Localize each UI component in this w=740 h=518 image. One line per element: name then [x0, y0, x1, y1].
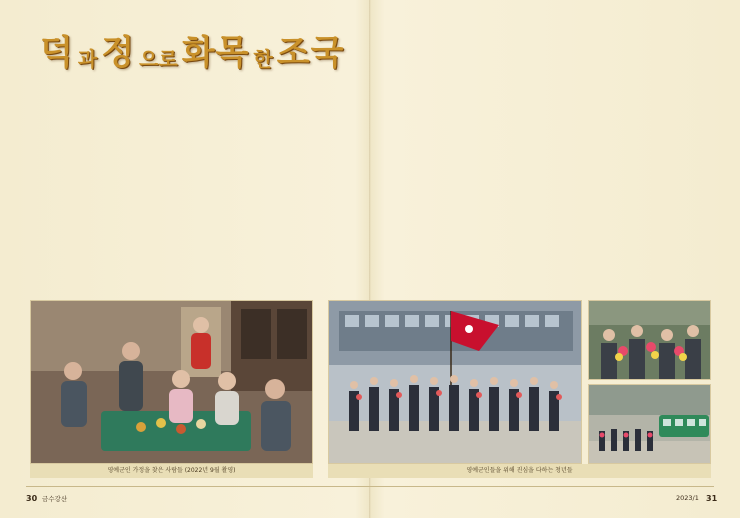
article-column-4	[546, 78, 712, 284]
page-number-left: 30	[26, 494, 38, 503]
headline-word-3: 화목	[181, 33, 250, 73]
issue-date: 2023/1	[676, 494, 699, 502]
footer-divider	[26, 486, 714, 487]
photo-bus-departure-image	[589, 385, 711, 464]
headline-particle-1: 과	[77, 47, 98, 71]
photo-family-visit	[30, 300, 313, 464]
caption-family-visit: 영예군인 가정을 찾은 사람들 (2022년 9월 촬영)	[30, 464, 313, 478]
headline-particle-2: 으로	[139, 47, 178, 71]
article-column-2	[200, 78, 362, 284]
page-number-right: 31	[706, 494, 718, 503]
headline-particle-3: 한	[253, 47, 273, 71]
headline-word-4: 조국	[276, 33, 345, 73]
article-column-3	[375, 78, 537, 284]
headline-word-1: 덕	[40, 33, 74, 73]
magazine-name: 금수강산	[42, 495, 68, 503]
photo-family-visit-image	[31, 301, 313, 464]
article-headline	[40, 26, 344, 72]
photo-parade	[328, 300, 582, 464]
photo-parade-image	[329, 301, 582, 464]
photo-flower-send-off-image	[589, 301, 711, 380]
article-column-1	[30, 78, 192, 284]
article-body	[30, 78, 712, 284]
caption-parade: 영예군인들을 위해 진심을 다하는 청년들	[328, 464, 711, 478]
photo-bus-departure	[588, 384, 711, 464]
photo-flower-send-off	[588, 300, 711, 380]
page-footer	[0, 490, 740, 508]
headline-word-2: 정	[101, 33, 136, 73]
